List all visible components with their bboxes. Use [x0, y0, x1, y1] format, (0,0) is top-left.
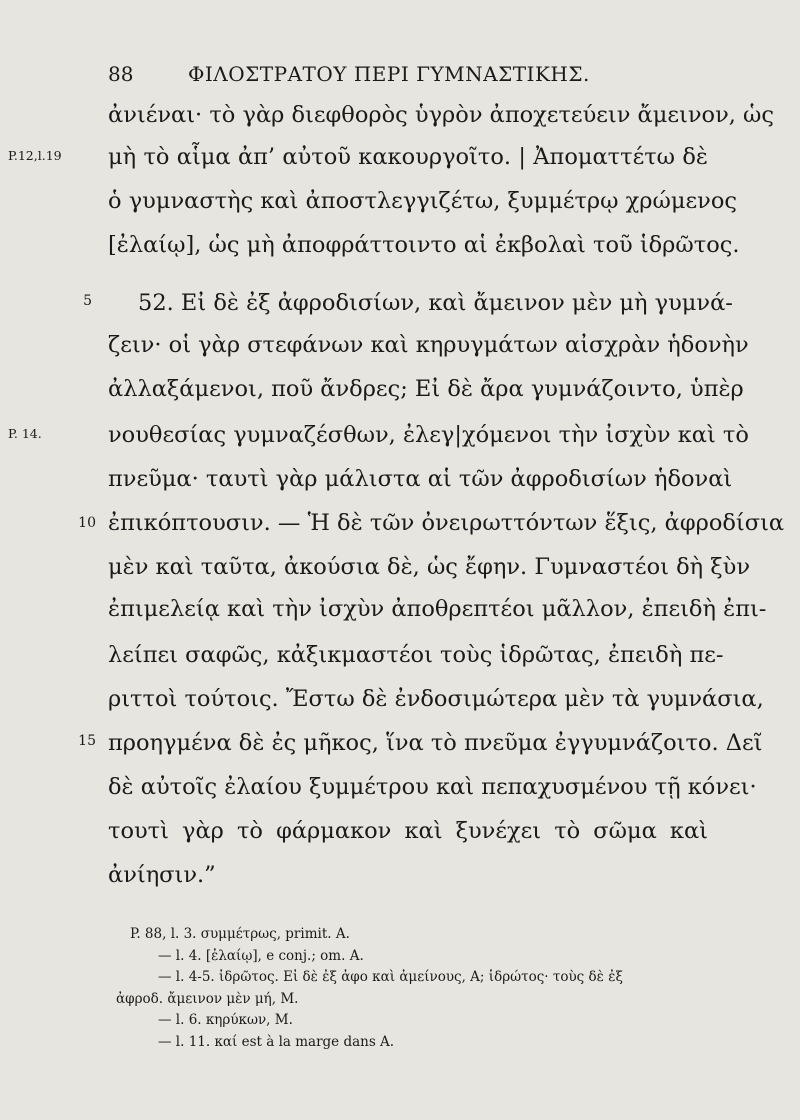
running-title: ΦΙΛΟΣΤΡΑΤΟΥ ΠΕΡΙ ΓΥΜΝΑΣΤΙΚΗΣ. — [188, 62, 590, 86]
footnote: ἀφροδ. ἄμεινον μὲν μή, M. — [116, 990, 299, 1007]
page-number: 88 — [108, 62, 134, 86]
footnotes — [116, 924, 690, 1054]
text-line: μὲν καὶ ταῦτα, ἀκούσια δὲ, ὡς ἔφην. Γυμναστέοι δὴ ξὺν — [108, 554, 751, 580]
text-line: ἀνιέναι· τὸ γὰρ διεφθορὸς ὑγρὸν ἀποχετεύειν ἄμεινον, ὡς — [108, 102, 775, 128]
line-number: 5 — [83, 293, 92, 309]
footnote: — l. 4-5. ἱδρῶτος. Εἰ δὲ ἐξ ἀφο καὶ ἀμείνους, A; ἱδρώτος· τοὺς δὲ ἐξ — [158, 969, 623, 986]
text-line: ζειν· οἱ γὰρ στεφάνων καὶ κηρυγμάτων αἰσχρὰν ἡδονὴν — [108, 332, 749, 358]
footnote: P. 88, l. 3. συμμέτρως, primit. A. — [130, 926, 350, 942]
text-line: δὲ αὐτοῖς ἐλαίου ξυμμέτρου καὶ πεπαχυσμένου τῇ κόνει· — [108, 774, 757, 800]
text-line: 52. Εἰ δὲ ἐξ ἀφροδισίων, καὶ ἄμεινον μὲν μὴ γυμνά- — [138, 290, 733, 316]
text-line: πνεῦμα· ταυτὶ γὰρ μάλιστα αἱ τῶν ἀφροδισίων ἡδοναὶ — [108, 466, 733, 492]
text-line: μὴ τὸ αἷμα ἀπ’ αὐτοῦ κακουργοῖτο. | Ἀποματτέτω δὲ — [108, 144, 708, 170]
line-number: 15 — [78, 733, 96, 749]
text-line: ἐπιμελείᾳ καὶ τὴν ἰσχὺν ἀποθρεπτέοι μᾶλλον, ἐπειδὴ ἐπι- — [108, 596, 767, 622]
text-line: ἀλλαξάμενοι, ποῦ ἄνδρες; Εἰ δὲ ἄρα γυμνάζοιντο, ὑπὲρ — [108, 376, 744, 402]
footnote: — l. 6. κηρύκων, M. — [158, 1012, 293, 1029]
text-line: λείπει σαφῶς, κἀξικμαστέοι τοὺς ἱδρῶτας, ἐπειδὴ πε- — [108, 642, 724, 668]
text-line: προηγμένα δὲ ἐς μῆκος, ἵνα τὸ πνεῦμα ἐγγυμνάζοιτο. Δεῖ — [108, 730, 763, 756]
page-header — [108, 62, 628, 92]
text-line: ὁ γυμναστὴς καὶ ἀποστλεγγιζέτω, ξυμμέτρῳ χρώμενος — [108, 188, 737, 214]
line-number: 10 — [78, 515, 96, 531]
margin-reference: P.12,l.19 — [8, 148, 62, 163]
text-line: ἐπικόπτουσιν. — Ἡ δὲ τῶν ὀνειρωττόντων ἕξις, ἀφροδίσια — [108, 510, 785, 536]
footnote: — l. 4. [ἐλαίῳ], e conj.; om. A. — [158, 947, 364, 964]
footnote: — l. 11. καί est à la marge dans A. — [158, 1033, 395, 1050]
margin-reference: P. 14. — [8, 426, 42, 441]
text-line: νουθεσίας γυμναζέσθων, ἐλεγ|χόμενοι τὴν ἰσχὺν καὶ τὸ — [108, 422, 749, 448]
text-line: ριττοὶ τούτοις. Ἔστω δὲ ἐνδοσιμώτερα μὲν τὰ γυμνάσια, — [108, 686, 764, 712]
text-line: [ἐλαίῳ], ὡς μὴ ἀποφράττοιντο αἱ ἐκβολαὶ τοῦ ἱδρῶτος. — [108, 232, 740, 258]
text-line: ἀνίησιν.” — [108, 862, 216, 888]
text-line: τουτὶ γὰρ τὸ φάρμακον καὶ ξυνέχει τὸ σῶμα καὶ — [108, 818, 708, 844]
